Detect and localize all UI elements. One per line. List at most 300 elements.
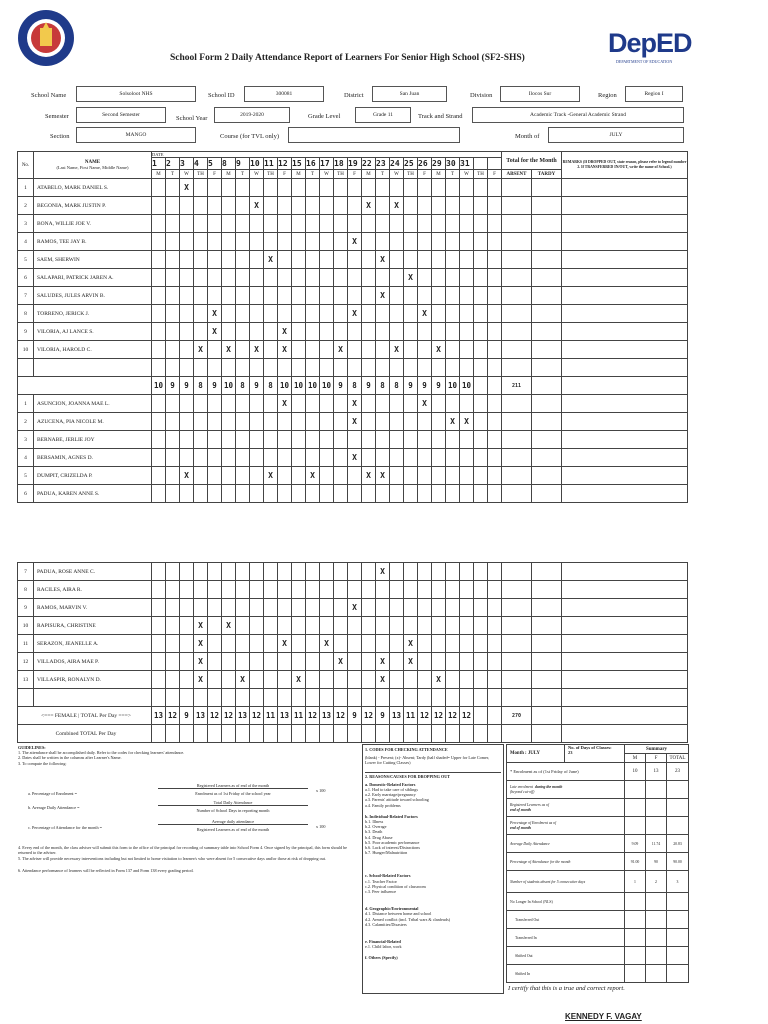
attendance-cell[interactable] xyxy=(390,449,404,467)
attendance-cell[interactable] xyxy=(334,449,348,467)
attendance-cell[interactable] xyxy=(334,563,348,581)
attendance-cell[interactable]: X xyxy=(376,467,390,485)
attendance-cell[interactable] xyxy=(292,563,306,581)
attendance-cell[interactable] xyxy=(460,233,474,251)
attendance-cell[interactable] xyxy=(208,485,222,503)
attendance-cell[interactable] xyxy=(236,305,250,323)
attendance-cell[interactable] xyxy=(460,251,474,269)
attendance-cell[interactable] xyxy=(208,431,222,449)
attendance-cell[interactable] xyxy=(446,233,460,251)
attendance-cell[interactable]: X xyxy=(222,341,236,359)
attendance-cell[interactable] xyxy=(306,635,320,653)
section-field[interactable]: MANGO xyxy=(76,127,196,143)
attendance-cell[interactable] xyxy=(418,449,432,467)
attendance-cell[interactable] xyxy=(446,635,460,653)
attendance-cell[interactable] xyxy=(460,395,474,413)
attendance-cell[interactable] xyxy=(208,617,222,635)
attendance-cell[interactable] xyxy=(348,215,362,233)
attendance-cell[interactable] xyxy=(320,671,334,689)
attendance-cell[interactable] xyxy=(432,305,446,323)
attendance-cell[interactable] xyxy=(418,323,432,341)
attendance-cell[interactable] xyxy=(362,215,376,233)
attendance-cell[interactable] xyxy=(194,449,208,467)
attendance-cell[interactable] xyxy=(222,485,236,503)
attendance-cell[interactable] xyxy=(222,287,236,305)
attendance-cell[interactable] xyxy=(306,413,320,431)
attendance-cell[interactable] xyxy=(474,431,488,449)
attendance-cell[interactable] xyxy=(446,287,460,305)
attendance-cell[interactable] xyxy=(446,197,460,215)
attendance-cell[interactable] xyxy=(474,269,488,287)
attendance-cell[interactable] xyxy=(404,485,418,503)
attendance-cell[interactable] xyxy=(334,287,348,305)
attendance-cell[interactable] xyxy=(264,179,278,197)
attendance-cell[interactable] xyxy=(488,305,502,323)
attendance-cell[interactable] xyxy=(236,485,250,503)
attendance-cell[interactable] xyxy=(180,287,194,305)
attendance-cell[interactable] xyxy=(404,197,418,215)
attendance-cell[interactable] xyxy=(390,413,404,431)
attendance-cell[interactable] xyxy=(222,233,236,251)
attendance-cell[interactable] xyxy=(180,395,194,413)
attendance-cell[interactable] xyxy=(460,305,474,323)
attendance-cell[interactable] xyxy=(208,671,222,689)
attendance-cell[interactable] xyxy=(404,467,418,485)
attendance-cell[interactable] xyxy=(264,617,278,635)
attendance-cell[interactable] xyxy=(152,233,166,251)
attendance-cell[interactable] xyxy=(376,413,390,431)
attendance-cell[interactable] xyxy=(446,431,460,449)
attendance-cell[interactable] xyxy=(418,617,432,635)
attendance-cell[interactable] xyxy=(348,635,362,653)
attendance-cell[interactable] xyxy=(306,617,320,635)
attendance-cell[interactable] xyxy=(250,671,264,689)
attendance-cell[interactable] xyxy=(446,323,460,341)
attendance-cell[interactable] xyxy=(292,269,306,287)
attendance-cell[interactable]: X xyxy=(334,653,348,671)
attendance-cell[interactable] xyxy=(222,599,236,617)
attendance-cell[interactable] xyxy=(264,635,278,653)
attendance-cell[interactable] xyxy=(236,197,250,215)
attendance-cell[interactable] xyxy=(166,269,180,287)
attendance-cell[interactable] xyxy=(250,449,264,467)
attendance-cell[interactable] xyxy=(404,179,418,197)
attendance-cell[interactable] xyxy=(348,581,362,599)
attendance-cell[interactable]: X xyxy=(376,563,390,581)
attendance-cell[interactable] xyxy=(418,653,432,671)
attendance-cell[interactable] xyxy=(152,179,166,197)
attendance-cell[interactable] xyxy=(264,323,278,341)
attendance-cell[interactable] xyxy=(208,287,222,305)
attendance-cell[interactable] xyxy=(362,449,376,467)
attendance-cell[interactable] xyxy=(152,395,166,413)
attendance-cell[interactable] xyxy=(446,179,460,197)
attendance-cell[interactable] xyxy=(152,269,166,287)
attendance-cell[interactable] xyxy=(390,215,404,233)
attendance-cell[interactable] xyxy=(236,323,250,341)
attendance-cell[interactable] xyxy=(180,635,194,653)
attendance-cell[interactable] xyxy=(362,581,376,599)
attendance-cell[interactable] xyxy=(152,413,166,431)
attendance-cell[interactable] xyxy=(152,653,166,671)
attendance-cell[interactable] xyxy=(264,431,278,449)
attendance-cell[interactable] xyxy=(292,449,306,467)
school-name-field[interactable]: Solsoloot NHS xyxy=(76,86,196,102)
attendance-cell[interactable] xyxy=(264,287,278,305)
attendance-cell[interactable] xyxy=(208,467,222,485)
attendance-cell[interactable] xyxy=(446,563,460,581)
division-field[interactable]: Ilocos Sur xyxy=(500,86,580,102)
attendance-cell[interactable] xyxy=(376,635,390,653)
attendance-cell[interactable] xyxy=(208,563,222,581)
attendance-cell[interactable] xyxy=(250,653,264,671)
attendance-cell[interactable] xyxy=(278,287,292,305)
attendance-cell[interactable] xyxy=(166,215,180,233)
attendance-cell[interactable] xyxy=(250,179,264,197)
attendance-cell[interactable] xyxy=(348,671,362,689)
attendance-cell[interactable] xyxy=(278,233,292,251)
attendance-cell[interactable] xyxy=(418,413,432,431)
attendance-cell[interactable] xyxy=(432,197,446,215)
attendance-cell[interactable] xyxy=(180,251,194,269)
attendance-cell[interactable] xyxy=(474,251,488,269)
attendance-cell[interactable] xyxy=(306,287,320,305)
attendance-cell[interactable] xyxy=(334,671,348,689)
attendance-cell[interactable] xyxy=(264,395,278,413)
attendance-cell[interactable] xyxy=(236,617,250,635)
attendance-cell[interactable] xyxy=(320,215,334,233)
attendance-cell[interactable] xyxy=(180,197,194,215)
attendance-cell[interactable] xyxy=(334,197,348,215)
attendance-cell[interactable] xyxy=(208,653,222,671)
attendance-cell[interactable] xyxy=(306,269,320,287)
attendance-cell[interactable] xyxy=(488,617,502,635)
attendance-cell[interactable] xyxy=(166,197,180,215)
attendance-cell[interactable] xyxy=(222,581,236,599)
attendance-cell[interactable] xyxy=(306,653,320,671)
attendance-cell[interactable] xyxy=(278,563,292,581)
attendance-cell[interactable] xyxy=(222,449,236,467)
attendance-cell[interactable] xyxy=(222,671,236,689)
attendance-cell[interactable] xyxy=(194,179,208,197)
attendance-cell[interactable] xyxy=(236,653,250,671)
attendance-cell[interactable] xyxy=(306,233,320,251)
attendance-cell[interactable] xyxy=(460,269,474,287)
attendance-cell[interactable] xyxy=(152,635,166,653)
attendance-cell[interactable] xyxy=(208,413,222,431)
attendance-cell[interactable] xyxy=(236,341,250,359)
attendance-cell[interactable] xyxy=(460,617,474,635)
attendance-cell[interactable] xyxy=(376,305,390,323)
attendance-cell[interactable] xyxy=(488,215,502,233)
attendance-cell[interactable] xyxy=(362,485,376,503)
school-year-field[interactable]: 2019-2020 xyxy=(214,107,290,123)
attendance-cell[interactable] xyxy=(166,413,180,431)
attendance-cell[interactable] xyxy=(446,215,460,233)
attendance-cell[interactable] xyxy=(404,431,418,449)
attendance-cell[interactable]: X xyxy=(194,653,208,671)
attendance-cell[interactable] xyxy=(488,251,502,269)
attendance-cell[interactable] xyxy=(432,251,446,269)
attendance-cell[interactable] xyxy=(348,485,362,503)
attendance-cell[interactable]: X xyxy=(362,197,376,215)
attendance-cell[interactable] xyxy=(152,485,166,503)
attendance-cell[interactable] xyxy=(166,233,180,251)
attendance-cell[interactable] xyxy=(306,395,320,413)
attendance-cell[interactable] xyxy=(348,431,362,449)
attendance-cell[interactable] xyxy=(488,269,502,287)
attendance-cell[interactable]: X xyxy=(404,269,418,287)
attendance-cell[interactable] xyxy=(250,635,264,653)
attendance-cell[interactable] xyxy=(348,197,362,215)
attendance-cell[interactable] xyxy=(460,635,474,653)
attendance-cell[interactable] xyxy=(418,635,432,653)
attendance-cell[interactable] xyxy=(278,179,292,197)
attendance-cell[interactable] xyxy=(404,305,418,323)
attendance-cell[interactable] xyxy=(432,449,446,467)
attendance-cell[interactable] xyxy=(404,233,418,251)
attendance-cell[interactable] xyxy=(180,653,194,671)
attendance-cell[interactable] xyxy=(460,431,474,449)
attendance-cell[interactable] xyxy=(166,251,180,269)
attendance-cell[interactable] xyxy=(222,197,236,215)
attendance-cell[interactable] xyxy=(222,323,236,341)
attendance-cell[interactable] xyxy=(334,395,348,413)
attendance-cell[interactable]: X xyxy=(348,599,362,617)
attendance-cell[interactable] xyxy=(320,485,334,503)
attendance-cell[interactable] xyxy=(474,287,488,305)
attendance-cell[interactable]: X xyxy=(404,653,418,671)
attendance-cell[interactable]: X xyxy=(348,413,362,431)
attendance-cell[interactable] xyxy=(222,269,236,287)
attendance-cell[interactable] xyxy=(278,215,292,233)
attendance-cell[interactable] xyxy=(194,269,208,287)
attendance-cell[interactable] xyxy=(404,449,418,467)
attendance-cell[interactable] xyxy=(222,215,236,233)
track-strand-field[interactable]: Academic Track -General Academic Strand xyxy=(472,107,684,123)
attendance-cell[interactable] xyxy=(460,599,474,617)
attendance-cell[interactable] xyxy=(208,449,222,467)
attendance-cell[interactable] xyxy=(334,431,348,449)
school-id-field[interactable]: 300081 xyxy=(244,86,324,102)
attendance-cell[interactable] xyxy=(432,413,446,431)
attendance-cell[interactable] xyxy=(222,467,236,485)
attendance-cell[interactable] xyxy=(180,431,194,449)
attendance-cell[interactable] xyxy=(446,671,460,689)
attendance-cell[interactable] xyxy=(208,197,222,215)
attendance-cell[interactable] xyxy=(292,341,306,359)
attendance-cell[interactable] xyxy=(334,485,348,503)
attendance-cell[interactable] xyxy=(460,215,474,233)
attendance-cell[interactable]: X xyxy=(264,467,278,485)
attendance-cell[interactable] xyxy=(236,431,250,449)
attendance-cell[interactable] xyxy=(320,599,334,617)
attendance-cell[interactable] xyxy=(208,215,222,233)
attendance-cell[interactable] xyxy=(376,323,390,341)
attendance-cell[interactable] xyxy=(334,179,348,197)
attendance-cell[interactable]: X xyxy=(194,617,208,635)
attendance-cell[interactable] xyxy=(152,599,166,617)
attendance-cell[interactable] xyxy=(306,581,320,599)
attendance-cell[interactable] xyxy=(264,599,278,617)
attendance-cell[interactable] xyxy=(362,635,376,653)
attendance-cell[interactable] xyxy=(278,653,292,671)
attendance-cell[interactable] xyxy=(166,323,180,341)
attendance-cell[interactable] xyxy=(236,581,250,599)
attendance-cell[interactable] xyxy=(474,485,488,503)
attendance-cell[interactable] xyxy=(166,179,180,197)
attendance-cell[interactable] xyxy=(278,251,292,269)
attendance-cell[interactable] xyxy=(166,305,180,323)
attendance-cell[interactable] xyxy=(180,413,194,431)
attendance-cell[interactable] xyxy=(306,323,320,341)
attendance-cell[interactable] xyxy=(194,599,208,617)
attendance-cell[interactable] xyxy=(264,197,278,215)
attendance-cell[interactable] xyxy=(404,341,418,359)
attendance-cell[interactable] xyxy=(292,179,306,197)
attendance-cell[interactable] xyxy=(488,563,502,581)
attendance-cell[interactable] xyxy=(236,467,250,485)
attendance-cell[interactable] xyxy=(194,323,208,341)
attendance-cell[interactable] xyxy=(390,671,404,689)
attendance-cell[interactable] xyxy=(320,179,334,197)
attendance-cell[interactable] xyxy=(474,563,488,581)
attendance-cell[interactable] xyxy=(166,395,180,413)
attendance-cell[interactable] xyxy=(152,323,166,341)
attendance-cell[interactable]: X xyxy=(348,449,362,467)
attendance-cell[interactable] xyxy=(320,287,334,305)
attendance-cell[interactable] xyxy=(432,467,446,485)
attendance-cell[interactable] xyxy=(222,563,236,581)
attendance-cell[interactable] xyxy=(390,323,404,341)
attendance-cell[interactable] xyxy=(376,599,390,617)
attendance-cell[interactable] xyxy=(250,215,264,233)
attendance-cell[interactable]: X xyxy=(320,635,334,653)
attendance-cell[interactable] xyxy=(418,431,432,449)
attendance-cell[interactable] xyxy=(236,233,250,251)
attendance-cell[interactable] xyxy=(460,341,474,359)
attendance-cell[interactable] xyxy=(152,449,166,467)
attendance-cell[interactable] xyxy=(432,269,446,287)
attendance-cell[interactable]: X xyxy=(278,341,292,359)
attendance-cell[interactable]: X xyxy=(250,197,264,215)
attendance-cell[interactable] xyxy=(278,485,292,503)
attendance-cell[interactable] xyxy=(278,269,292,287)
attendance-cell[interactable] xyxy=(152,467,166,485)
attendance-cell[interactable] xyxy=(446,617,460,635)
attendance-cell[interactable] xyxy=(194,467,208,485)
attendance-cell[interactable] xyxy=(166,431,180,449)
attendance-cell[interactable] xyxy=(264,563,278,581)
attendance-cell[interactable] xyxy=(306,305,320,323)
attendance-cell[interactable] xyxy=(278,467,292,485)
attendance-cell[interactable] xyxy=(362,323,376,341)
attendance-cell[interactable] xyxy=(180,233,194,251)
month-field[interactable]: JULY xyxy=(548,127,684,143)
attendance-cell[interactable] xyxy=(418,215,432,233)
attendance-cell[interactable] xyxy=(418,179,432,197)
attendance-cell[interactable] xyxy=(474,233,488,251)
attendance-cell[interactable] xyxy=(250,233,264,251)
attendance-cell[interactable] xyxy=(194,395,208,413)
attendance-cell[interactable] xyxy=(208,581,222,599)
grade-level-field[interactable]: Grade 11 xyxy=(355,107,411,123)
attendance-cell[interactable] xyxy=(194,413,208,431)
attendance-cell[interactable] xyxy=(306,671,320,689)
attendance-cell[interactable] xyxy=(460,653,474,671)
attendance-cell[interactable] xyxy=(362,287,376,305)
attendance-cell[interactable]: X xyxy=(222,617,236,635)
attendance-cell[interactable] xyxy=(236,449,250,467)
attendance-cell[interactable]: X xyxy=(264,251,278,269)
attendance-cell[interactable] xyxy=(208,599,222,617)
attendance-cell[interactable] xyxy=(460,563,474,581)
attendance-cell[interactable] xyxy=(292,215,306,233)
attendance-cell[interactable]: X xyxy=(390,341,404,359)
attendance-cell[interactable] xyxy=(222,305,236,323)
attendance-cell[interactable]: X xyxy=(278,635,292,653)
attendance-cell[interactable]: X xyxy=(362,467,376,485)
attendance-cell[interactable] xyxy=(222,251,236,269)
attendance-cell[interactable] xyxy=(474,197,488,215)
attendance-cell[interactable] xyxy=(236,251,250,269)
attendance-cell[interactable]: X xyxy=(194,671,208,689)
attendance-cell[interactable] xyxy=(390,269,404,287)
attendance-cell[interactable] xyxy=(222,413,236,431)
attendance-cell[interactable] xyxy=(208,233,222,251)
attendance-cell[interactable] xyxy=(362,251,376,269)
attendance-cell[interactable] xyxy=(460,179,474,197)
attendance-cell[interactable] xyxy=(460,323,474,341)
attendance-cell[interactable] xyxy=(152,617,166,635)
attendance-cell[interactable] xyxy=(390,635,404,653)
attendance-cell[interactable] xyxy=(208,635,222,653)
attendance-cell[interactable]: X xyxy=(278,395,292,413)
attendance-cell[interactable] xyxy=(432,563,446,581)
course-field[interactable] xyxy=(288,127,460,143)
attendance-cell[interactable] xyxy=(334,305,348,323)
attendance-cell[interactable]: X xyxy=(334,341,348,359)
attendance-cell[interactable] xyxy=(334,215,348,233)
attendance-cell[interactable] xyxy=(362,617,376,635)
attendance-cell[interactable] xyxy=(404,413,418,431)
attendance-cell[interactable] xyxy=(166,617,180,635)
attendance-cell[interactable] xyxy=(334,269,348,287)
attendance-cell[interactable] xyxy=(404,581,418,599)
attendance-cell[interactable] xyxy=(362,653,376,671)
attendance-cell[interactable] xyxy=(432,485,446,503)
attendance-cell[interactable] xyxy=(460,449,474,467)
attendance-cell[interactable] xyxy=(320,341,334,359)
attendance-cell[interactable] xyxy=(362,671,376,689)
attendance-cell[interactable] xyxy=(446,449,460,467)
attendance-cell[interactable] xyxy=(306,449,320,467)
attendance-cell[interactable] xyxy=(488,635,502,653)
attendance-cell[interactable] xyxy=(264,341,278,359)
attendance-cell[interactable] xyxy=(320,467,334,485)
attendance-cell[interactable] xyxy=(418,563,432,581)
attendance-cell[interactable] xyxy=(236,215,250,233)
attendance-cell[interactable] xyxy=(194,431,208,449)
attendance-cell[interactable] xyxy=(250,617,264,635)
attendance-cell[interactable] xyxy=(306,197,320,215)
attendance-cell[interactable] xyxy=(250,581,264,599)
attendance-cell[interactable] xyxy=(432,599,446,617)
attendance-cell[interactable] xyxy=(292,635,306,653)
attendance-cell[interactable] xyxy=(488,341,502,359)
attendance-cell[interactable] xyxy=(250,467,264,485)
attendance-cell[interactable] xyxy=(180,215,194,233)
